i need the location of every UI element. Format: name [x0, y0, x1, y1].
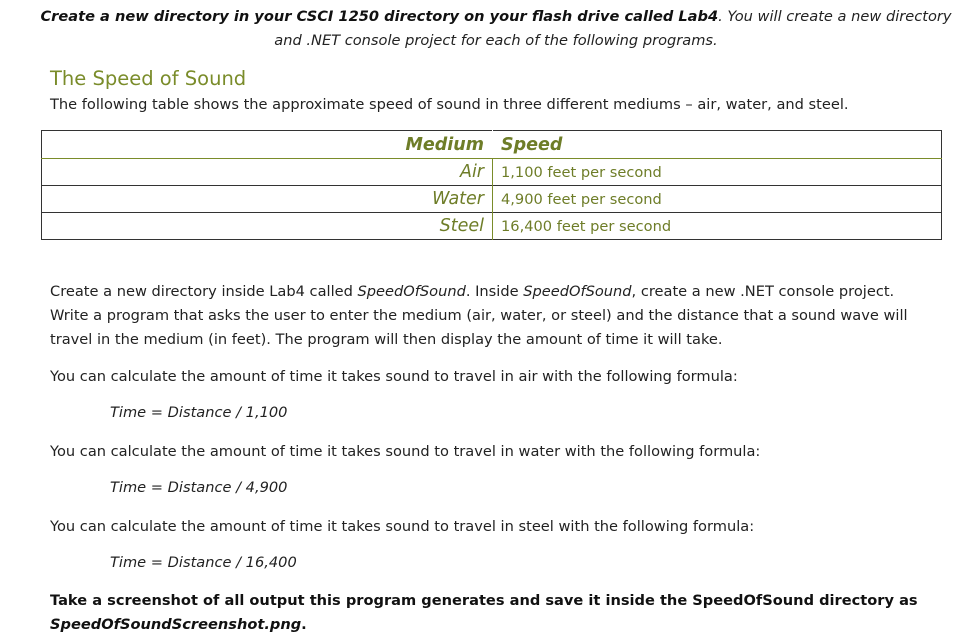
intro-bold-text: Create a new directory in your CSCI 1250 directory on your flash drive called Lab4 — [40, 8, 719, 25]
screenshot-filename: SpeedOfSoundScreenshot.png — [50, 616, 302, 633]
instr-text: . Inside — [465, 283, 524, 300]
steel-formula: Time = Distance / 16,400 — [110, 554, 297, 571]
table-row — [42, 213, 942, 240]
speed-table — [41, 130, 942, 240]
cell-medium: Water — [42, 186, 493, 213]
closing-instruction — [50, 589, 930, 637]
table-header-row — [42, 131, 942, 159]
section-lead: The following table shows the approximate speed of sound in three different mediums – air, water, and steel. — [50, 96, 849, 113]
header-speed: Speed — [493, 131, 942, 159]
instructions-paragraph — [50, 280, 930, 352]
instr-text: , create a new .NET console project. Write a program that asks the user to enter the medium (air, water, or steel) and the distance that a sound wave will travel in the medium (in feet). The program will then display the amount of time it will take. — [50, 283, 908, 348]
closing-end: . — [301, 616, 307, 633]
air-formula: Time = Distance / 1,100 — [110, 404, 288, 421]
steel-formula-intro: You can calculate the amount of time it takes sound to travel in steel with the following formula: — [50, 518, 755, 535]
cell-speed: 16,400 feet per second — [493, 213, 942, 240]
cell-speed: 4,900 feet per second — [493, 186, 942, 213]
closing-text: Take a screenshot of all output this program generates and save it inside the SpeedOfSound directory as — [50, 592, 918, 609]
table-row — [42, 159, 942, 186]
instr-text: Create a new directory inside Lab4 called — [50, 283, 358, 300]
air-formula-intro: You can calculate the amount of time it takes sound to travel in air with the following formula: — [50, 368, 738, 385]
water-formula-intro: You can calculate the amount of time it takes sound to travel in water with the following formula: — [50, 443, 761, 460]
instr-dir-name: SpeedOfSound — [523, 283, 632, 300]
water-formula: Time = Distance / 4,900 — [110, 479, 288, 496]
cell-medium: Air — [42, 159, 493, 186]
instr-dir-name: SpeedOfSound — [357, 283, 466, 300]
intro-paragraph — [40, 5, 952, 53]
header-medium: Medium — [42, 131, 493, 159]
table-row — [42, 186, 942, 213]
intro-rest-text: . You will create a new directory and .NET console project for each of the following programs. — [274, 8, 952, 49]
cell-medium: Steel — [42, 213, 493, 240]
section-title: The Speed of Sound — [50, 67, 247, 90]
cell-speed: 1,100 feet per second — [493, 159, 942, 186]
